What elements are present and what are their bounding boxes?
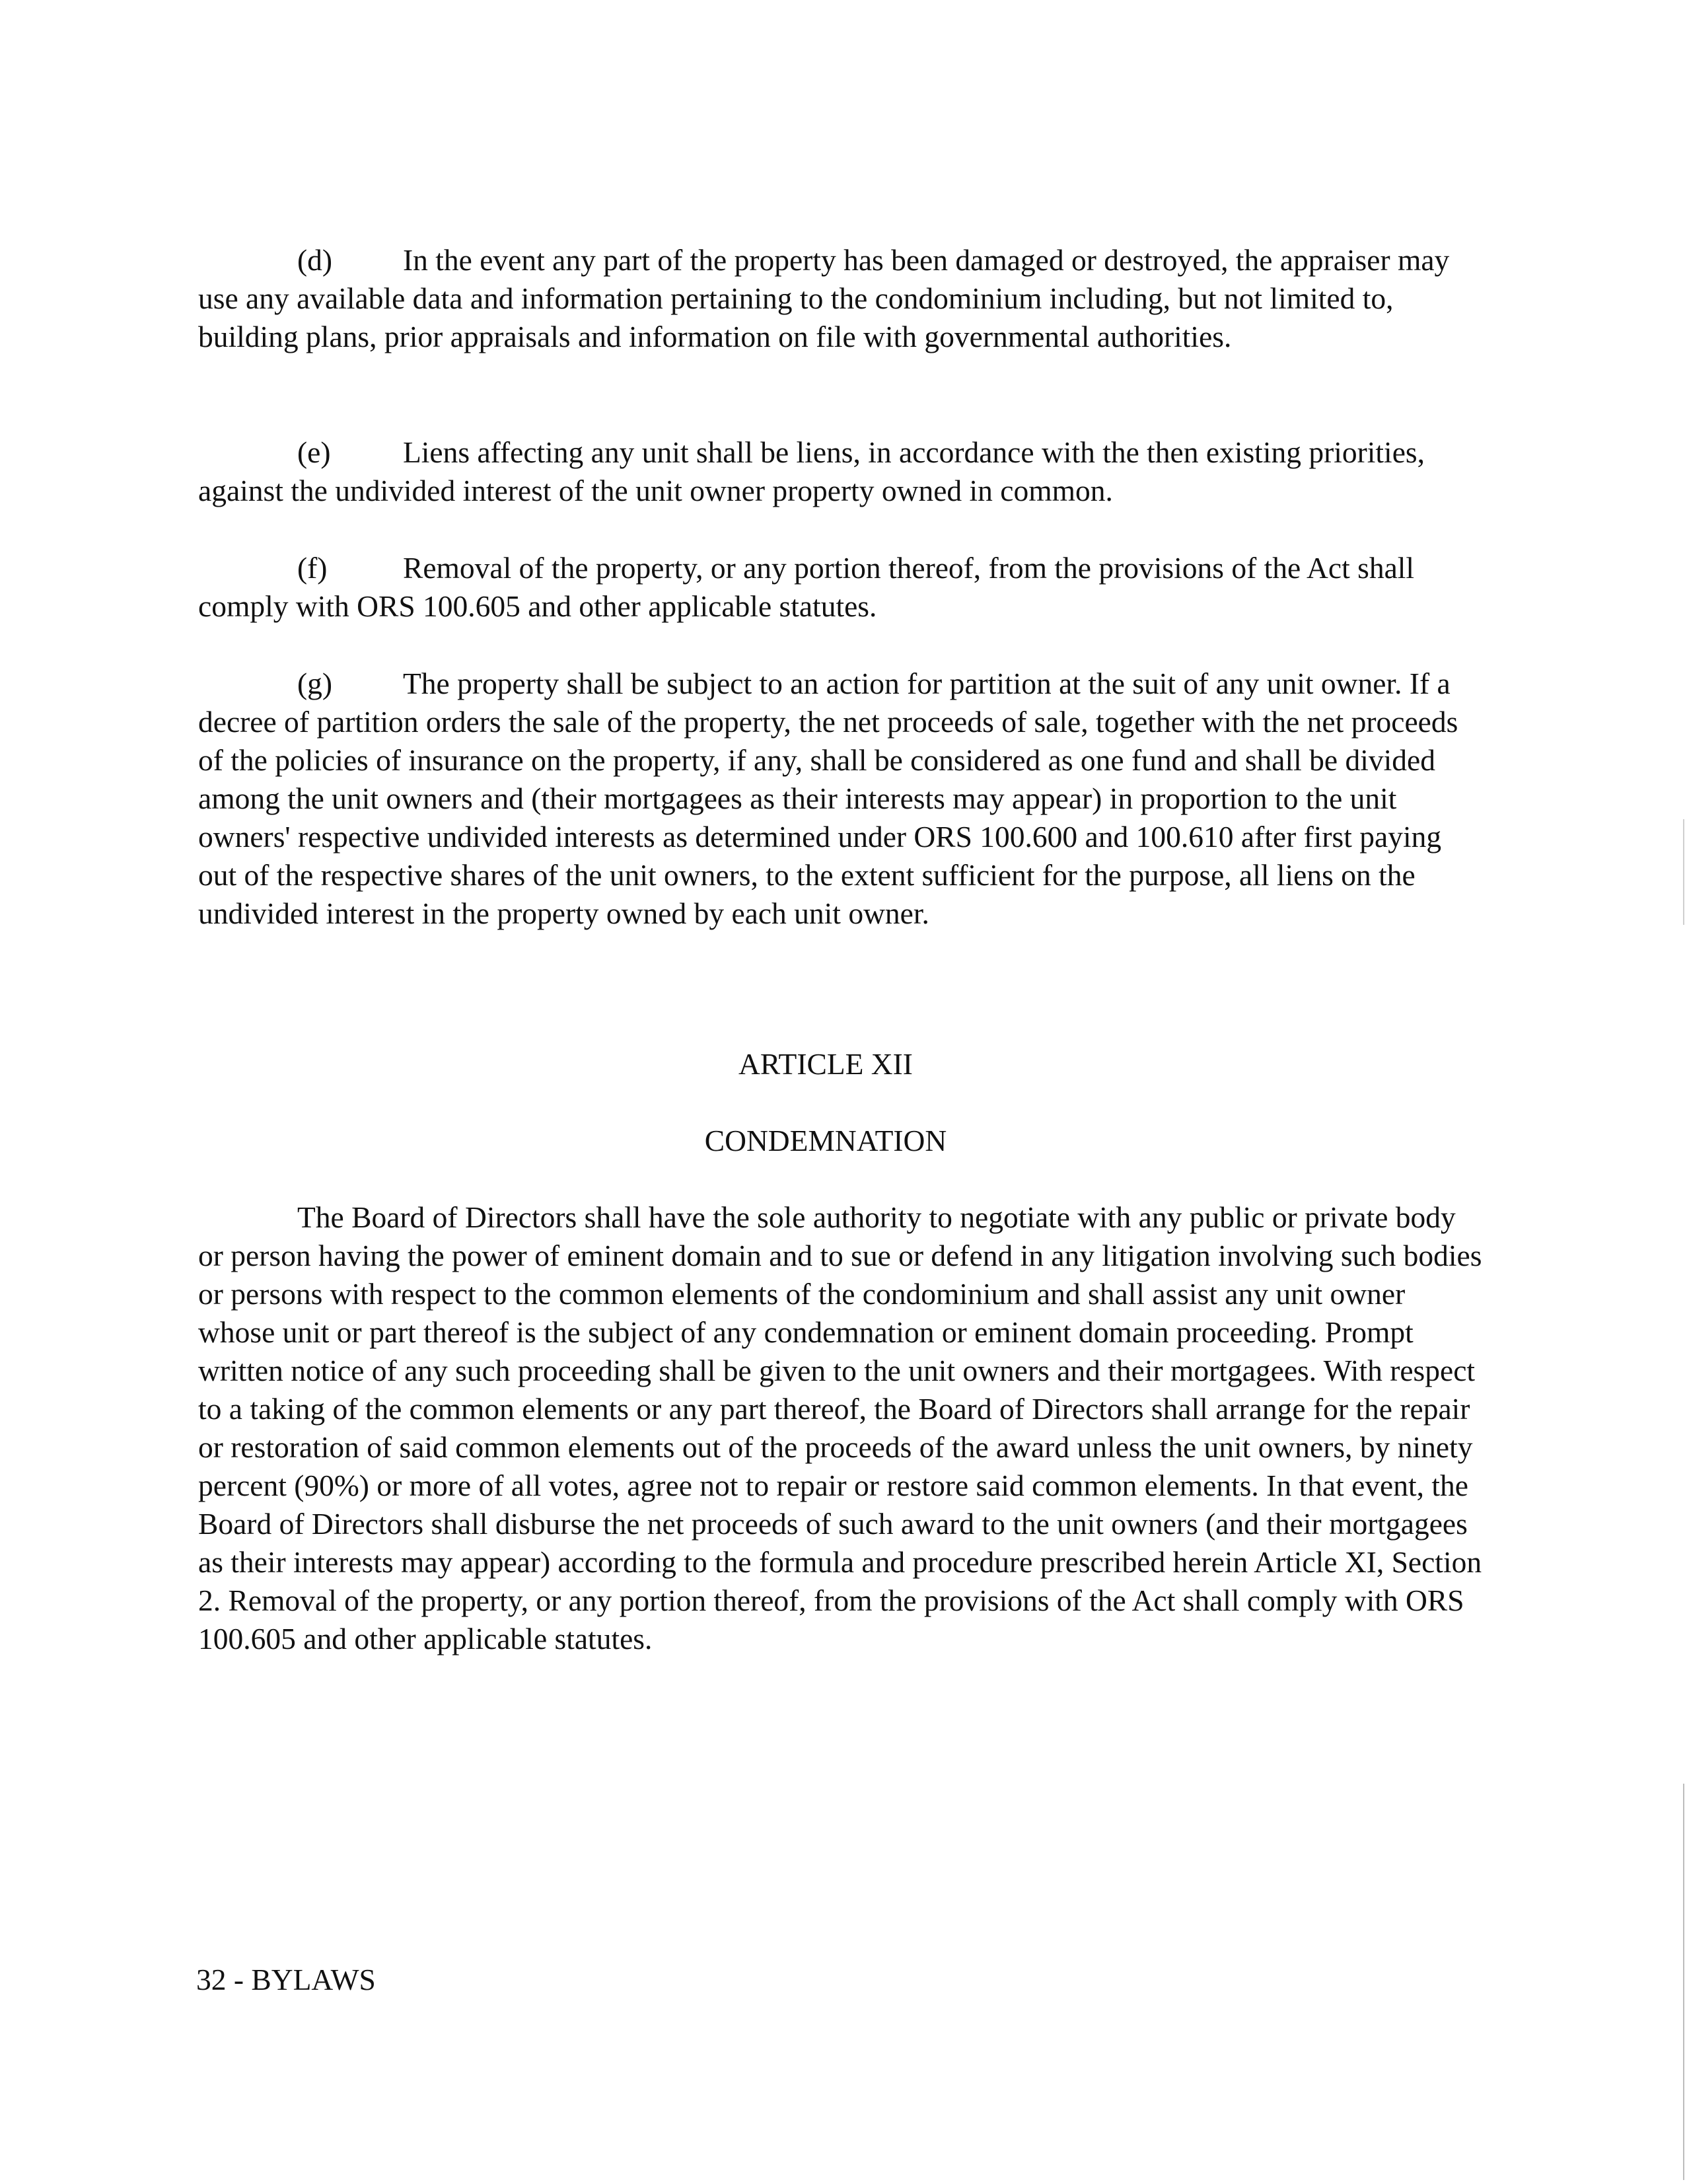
paragraph-d bbox=[198, 241, 1486, 356]
page-footer: 32 - BYLAWS bbox=[196, 1963, 376, 1996]
paragraph-f bbox=[198, 549, 1486, 626]
article-heading: ARTICLE XII bbox=[738, 1047, 913, 1081]
paragraph-d-label: (d) bbox=[297, 243, 333, 277]
paragraph-d-text: In the event any part of the property has been damaged or destroyed, the appraiser may use any available data and information pertaining to the condominium including, but not limited to, building plans, prior appraisals and information on file with governmental authorities. bbox=[198, 243, 1450, 353]
paragraph-e-text: Liens affecting any unit shall be liens, in accordance with the then existing priorities, against the undivided interest of the unit owner property owned in common. bbox=[198, 435, 1425, 507]
paragraph-f-text: Removal of the property, or any portion thereof, from the provisions of the Act shall comply with ORS 100.605 and other applicable statutes. bbox=[198, 551, 1415, 623]
paragraph-e-label: (e) bbox=[297, 435, 331, 469]
article-subheading: CONDEMNATION bbox=[704, 1124, 947, 1157]
paragraph-g-text: The property shall be subject to an action for partition at the suit of any unit owner. If a decree of partition orders the sale of the property, the net proceeds of sale, together with the net proceeds of the policies of insurance on the property, if any, shall be considered as one fund and shall be divided among the unit owners and (their mortgagees as their interests may appear) in proportion to the unit owners' respective undivided interests as determined under ORS 100.600 and 100.610 after first paying out of the respective shares of the unit owners, to the extent sufficient for the purpose, all liens on the undivided interest in the property owned by each unit owner. bbox=[198, 667, 1458, 930]
scan-edge-line bbox=[1683, 1784, 1684, 2180]
paragraph-g bbox=[198, 665, 1486, 933]
paragraph-f-label: (f) bbox=[297, 551, 328, 585]
paragraph-g-label: (g) bbox=[297, 667, 333, 700]
condemnation-text: The Board of Directors shall have the sole authority to negotiate with any public or private body or person having the power of eminent domain and to sue or defend in any litigation involving such bodies or persons with respect to the common elements of the condominium and shall assist any unit owner whose unit or part thereof is the subject of any condemnation or eminent domain proceeding. Prompt written notice of any such proceeding shall be given to the unit owners and their mortgagees. With respect to a taking of the common elements or any part thereof, the Board of Directors shall arrange for the repair or restoration of said common elements out of the proceeds of the award unless the unit owners, by ninety percent (90%) or more of all votes, agree not to repair or restore said common elements. In that event, the Board of Directors shall disburse the net proceeds of such award to the unit owners (and their mortgagees as their interests may appear) according to the formula and procedure prescribed herein Article XI, Section 2. Removal of the property, or any portion thereof, from the provisions of the Act shall comply with ORS 100.605 and other applicable statutes. bbox=[198, 1200, 1482, 1656]
paragraph-e bbox=[198, 433, 1486, 510]
condemnation-paragraph bbox=[198, 1198, 1486, 1658]
scan-edge-line bbox=[1683, 819, 1684, 925]
